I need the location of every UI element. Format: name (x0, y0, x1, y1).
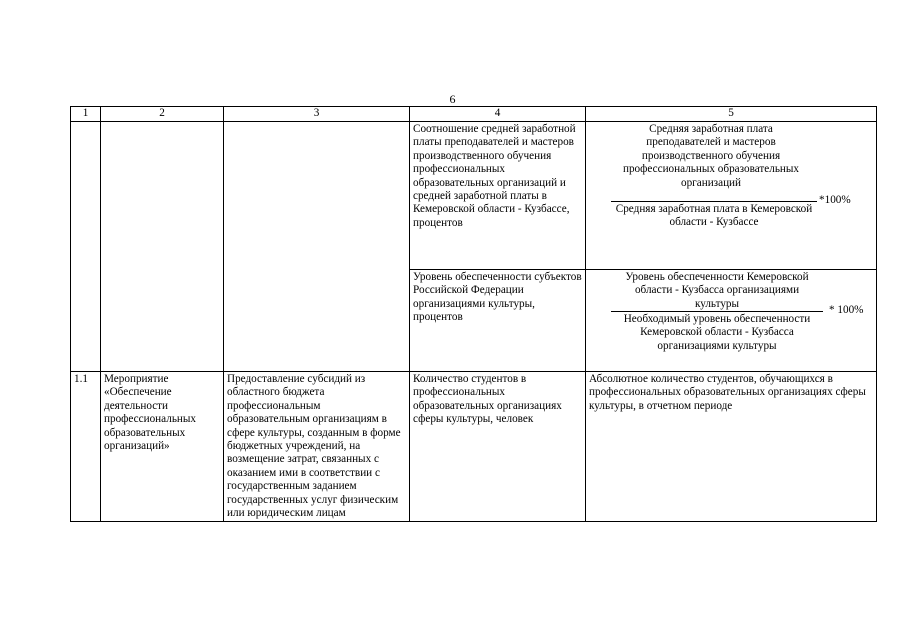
column-header: 1 (71, 107, 101, 122)
table-header-row (71, 107, 877, 122)
row-number-cell (71, 122, 101, 372)
formula-numerator: Уровень обеспеченности Кемеровской области - Кузбасса организациями культуры (625, 271, 809, 310)
page-number: 6 (449, 92, 456, 106)
column-header: 2 (101, 107, 224, 122)
indicators-table (70, 106, 877, 522)
calculation-method-cell: Абсолютное количество студентов, обучающихся в профессиональных образовательных организациях сферы культуры, в отчетном периоде (586, 372, 877, 522)
description-cell (224, 122, 410, 372)
indicator-name-cell (410, 122, 586, 270)
formula-multiplier: * 100% (829, 304, 864, 316)
description-cell: Предоставление субсидий из областного бюджета профессиональным образовательным организациям в сфере культуры, созданным в форме бюджетных учреждений, на возмещение затрат, связанных с оказанием ими в соответствии с государственным заданием государственных услуг физическим или юридическим лицам (224, 372, 410, 522)
formula-denominator: Средняя заработная плата в Кемеровской области - Кузбассе (615, 203, 813, 229)
activity-cell (101, 122, 224, 372)
activity-cell: Мероприятие «Обеспечение деятельности профессиональных образовательных организаций» (101, 372, 224, 522)
indicator-name-cell: Количество студентов в профессиональных образовательных организациях сферы культуры, человек (410, 372, 586, 522)
salary-ratio-formula (589, 123, 873, 268)
indicator-name: Уровень обеспеченности субъектов Российской Федерации организациями культуры, процентов (413, 271, 582, 324)
table-row (71, 122, 877, 270)
fraction-line (611, 311, 823, 312)
row-number-cell: 1.1 (71, 372, 101, 522)
indicator-name-cell (410, 270, 586, 372)
column-header: 3 (224, 107, 410, 122)
formula-cell (586, 270, 877, 372)
table-row (71, 372, 877, 522)
formula-denominator: Необходимый уровень обеспеченности Кемеровской области - Кузбасса организациями культуры (623, 313, 811, 352)
column-header: 4 (410, 107, 586, 122)
fraction-line (611, 201, 817, 202)
culture-provision-formula (589, 271, 873, 370)
formula-numerator: Средняя заработная плата преподавателей и мастеров производственного обучения профессиональных образовательных организаций (622, 123, 800, 189)
formula-cell (586, 122, 877, 270)
column-header: 5 (586, 107, 877, 122)
formula-multiplier: *100% (819, 194, 851, 206)
indicator-name: Соотношение средней заработной платы преподавателей и мастеров производственного обучения профессиональных образовательных организаций и средней заработной платы в Кемеровской области - Кузбассе, процентов (413, 123, 576, 229)
